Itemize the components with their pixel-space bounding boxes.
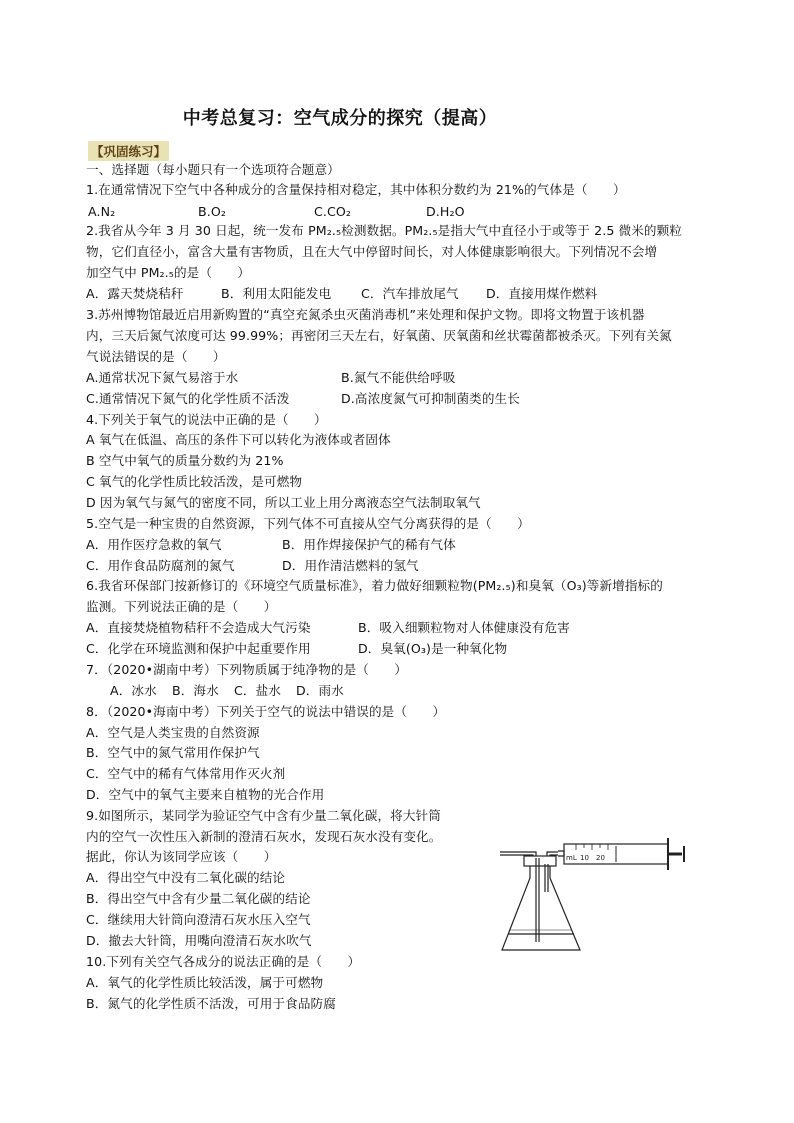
- q9-stem-line-2: 内的空气一次性压入新制的澄清石灰水，发现石灰水没有变化。: [86, 829, 442, 844]
- q3-options-row-1: [86, 370, 455, 386]
- q8-option-c: C．空气中的稀有气体常用作灭火剂: [86, 766, 286, 781]
- option-c: C.通常情况下氮气的化学性质不活泼: [86, 391, 290, 406]
- q4-option-b: B 空气中氧气的质量分数约为 21%: [86, 453, 284, 468]
- q9-option-c: C．继续用大针筒向澄清石灰水压入空气: [86, 912, 311, 927]
- option-b: B.氮气不能供给呼吸: [341, 370, 456, 385]
- option-b: B．海水: [172, 683, 219, 698]
- q1-options: [86, 204, 465, 220]
- option-d: D.高浓度氮气可抑制菌类的生长: [341, 391, 520, 406]
- option-d: D．臭氧(O₃)是一种氧化物: [358, 641, 508, 656]
- page-title: 中考总复习：空气成分的探究（提高）: [182, 108, 498, 129]
- syringe-tick-label: 10: [580, 854, 589, 862]
- q3-stem-line-1: 3.苏州博物馆最近启用新购置的“真空充氮杀虫灭菌消毒机”来处理和保护文物。即将文物置于该机器: [86, 307, 645, 322]
- q5-options-row-1: [86, 537, 456, 553]
- option-a: A.通常状况下氮气易溶于水: [86, 370, 239, 385]
- q10-option-a: A．氧气的化学性质比较活泼，属于可燃物: [86, 975, 324, 990]
- option-a: A.N₂: [88, 204, 116, 219]
- q6-stem-line-1: 6.我省环保部门按新修订的《环境空气质量标准》，着力做好细颗粒物(PM₂.₅)和臭氧（O₃)等新增指标的: [86, 578, 663, 593]
- syringe-tick-label: 20: [596, 854, 605, 862]
- q6-stem-line-2: 监测。下列说法正确的是（ ）: [86, 599, 277, 614]
- q8-option-a: A．空气是人类宝贵的自然资源: [86, 725, 260, 740]
- option-a: A．冰水: [110, 683, 157, 698]
- q4-option-c: C 氧气的化学性质比较活泼，是可燃物: [86, 474, 303, 489]
- option-b: B．吸入细颗粒物对人体健康没有危害: [358, 620, 570, 635]
- q4-stem: 4.下列关于氧气的说法中正确的是（ ）: [86, 412, 327, 427]
- option-d: D．用作清洁燃料的氢气: [282, 558, 419, 573]
- option-a: A．露天焚烧秸秆: [86, 286, 184, 301]
- q2-options: [86, 286, 597, 302]
- option-b: B．利用太阳能发电: [221, 286, 332, 301]
- section-badge: 【巩固练习】: [88, 141, 169, 161]
- q5-options-row-2: [86, 558, 419, 574]
- q8-option-d: D．空气中的氧气主要来自植物的光合作用: [86, 787, 325, 802]
- option-d: D.H₂O: [426, 204, 465, 219]
- option-a: A．直接焚烧植物秸秆不会造成大气污染: [86, 620, 311, 635]
- q9-stem-line-1: 9.如图所示，某同学为验证空气中含有少量二氧化碳，将大针筒: [86, 808, 441, 823]
- option-c: C．盐水: [234, 683, 281, 698]
- q3-stem-line-2: 内，三天后氮气浓度可达 99.99%；再密闭三天左右，好氧菌、厌氧菌和丝状霉菌都被杀灭。下列有关氮: [86, 328, 672, 343]
- option-b: B.O₂: [198, 204, 227, 219]
- q10-stem: 10.下列有关空气各成分的说法正确的是（ ）: [86, 954, 361, 969]
- q7-stem: 7．（2020•湖南中考）下列物质属于纯净物的是（ ）: [86, 662, 408, 677]
- stopper: [524, 856, 556, 866]
- q8-option-b: B．空气中的氮气常用作保护气: [86, 745, 260, 760]
- flask-syringe-figure: [496, 826, 688, 960]
- q2-stem-line-1: 2.我省从今年 3 月 30 日起，统一发布 PM₂.₅检测数据。PM₂.₅是指大气中直径小于或等于 2.5 微米的颗粒: [86, 223, 683, 238]
- option-b: B．用作焊接保护气的稀有气体: [282, 537, 456, 552]
- q9-stem-line-3: 据此，你认为该同学应该（ ）: [86, 849, 277, 864]
- q3-stem-line-3: 气说法错误的是（ ）: [86, 349, 226, 364]
- q2-stem-line-3: 加空气中 PM₂.₅的是（ ）: [86, 265, 251, 280]
- option-c: C.CO₂: [314, 204, 352, 219]
- syringe-unit-label: mL: [566, 854, 577, 862]
- q8-stem: 8．（2020•海南中考）下列关于空气的说法中错误的是（ ）: [86, 704, 446, 719]
- q9-option-d: D．撤去大针筒，用嘴向澄清石灰水吹气: [86, 933, 312, 948]
- q3-options-row-2: [86, 391, 520, 407]
- q6-options-row-1: [86, 620, 570, 636]
- q5-stem: 5.空气是一种宝贵的自然资源，下列气体不可直接从空气分离获得的是（ ）: [86, 516, 530, 531]
- option-c: C．汽车排放尾气: [361, 286, 459, 301]
- q9-option-b: B．得出空气中含有少量二氧化碳的结论: [86, 891, 311, 906]
- option-c: C．用作食品防腐剂的氮气: [86, 558, 235, 573]
- q2-stem-line-2: 物，它们直径小，富含大量有害物质，且在大气中停留时间长，对人体健康影响很大。下列情况不会增: [86, 244, 658, 259]
- q6-options-row-2: [86, 641, 507, 657]
- option-c: C．化学在环境监测和保护中起重要作用: [86, 641, 311, 656]
- option-d: D．直接用煤作燃料: [486, 286, 598, 301]
- conical-flask: [502, 866, 580, 950]
- option-d: D．雨水: [296, 683, 344, 698]
- q10-option-b: B．氮气的化学性质不活泼，可用于食品防腐: [86, 996, 336, 1011]
- q4-option-a: A 氧气在低温、高压的条件下可以转化为液体或者固体: [86, 432, 391, 447]
- option-a: A．用作医疗急救的氧气: [86, 537, 222, 552]
- q7-options: [110, 683, 344, 699]
- q4-option-d: D 因为氧气与氮气的密度不同，所以工业上用分离液态空气法制取氧气: [86, 495, 481, 510]
- q9-option-a: A．得出空气中没有二氧化碳的结论: [86, 870, 286, 885]
- q1-stem: 1.在通常情况下空气中各种成分的含量保持相对稳定，其中体积分数约为 21%的气体是（ ）: [86, 182, 626, 197]
- section-heading: 一、选择题（每小题只有一个选项符合题意）: [86, 162, 340, 177]
